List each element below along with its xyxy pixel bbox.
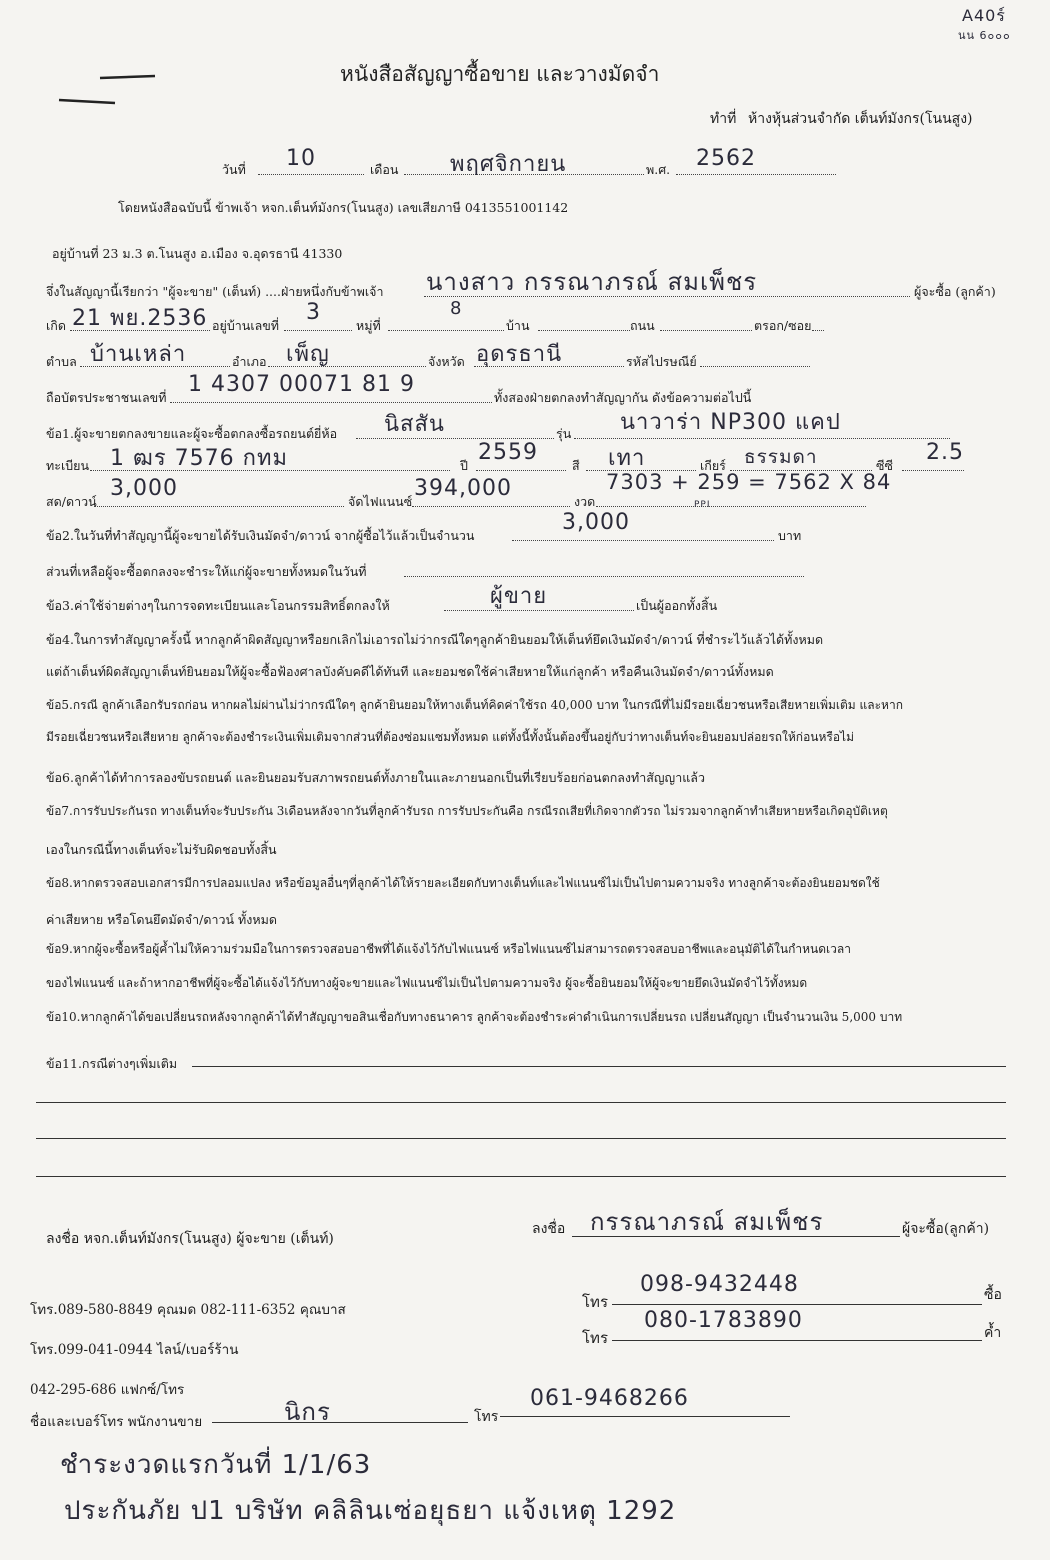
birth-label: เกิด [46,318,66,333]
staff-name: นิกร [284,1398,331,1426]
month-label: เดือน [370,162,399,177]
seller-signature: ลงชื่อ หจก.เต็นท์มังกร(โนนสูง) ผู้จะขาย (เต็นท์) [46,1231,334,1247]
guarantor-tel-label: โทร [582,1329,609,1347]
place-value: ห้างหุ้นส่วนจำกัด เต็นท์มังกร(โนนสูง) [748,111,973,127]
year-label: พ.ศ. [646,162,671,177]
car-gear: ธรรมดา [744,446,818,468]
id-label: ถือบัตรประชาชนเลขที่ [46,390,167,405]
tambon-value: บ้านเหล่า [90,342,187,367]
car-cc: 2.5 [926,440,964,465]
clause3-value: ผู้ขาย [490,584,548,609]
house-value: 3 [306,300,321,325]
place-label: ทำที่ [710,111,737,127]
clause6-text: ข้อ6.ลูกค้าได้ทำการลองขับรถยนต์ และยินยอมรับสภาพรถยนต์ทั้งภายในและภายนอกเป็นที่เรียบร้อยก่อนตกลงทำสัญญาแล้ว [46,770,705,785]
finance-value: 394,000 [414,476,512,501]
clause2-text: ข้อ2.ในวันที่ทำสัญญานี้ผู้จะขายได้รับเงินมัดจำ/ดาวน์ จากผู้ซื้อไว้แล้วเป็นจำนวน [46,528,475,543]
day-label: วันที่ [222,162,246,177]
color-label: สี [572,458,580,473]
clause11-text: ข้อ11.กรณีต่างๆเพิ่มเติม [46,1056,178,1071]
pen-stroke-icon [55,70,165,110]
clause10-text: ข้อ10.หากลูกค้าได้ขอเปลี่ยนรถหลังจากลูกค้าได้ทำสัญญาขอสินเชื่อกับทางธนาคาร ลูกค้าจะต้องชำระค่าดำเนินการเปลี่ยนรถ เปลี่ยนสัญญา เป็นจำนวนเงิน 5,000 บาท [46,1010,903,1024]
id-suffix: ทั้งสองฝ่ายตกลงทำสัญญากัน ดังข้อความต่อไปนี้ [494,390,752,405]
day-value: 10 [286,146,316,171]
guarantor-tel-tag: ค้ำ [984,1325,1002,1341]
staff-label: ชื่อและเบอร์โทร พนักงานขาย [30,1414,203,1430]
page-title: หนังสือสัญญาซื้อขาย และวางมัดจำ [340,62,660,86]
clause5b-text: มีรอยเฉี่ยวชนหรือเสียหาย ลูกค้าจะต้องชำระเงินเพิ่มเติมจากส่วนที่ต้องซ่อมแซมทั้งหมด แต่ทั้งนี้ทั้งนั้นต้องขึ้นอยู่กับว่าทางเต็นท์จะยินยอมปล่อยรถให้ก่อนหรือไม่ [46,730,854,744]
staff-tel: 061-9468266 [530,1386,689,1411]
contact-line-2: โทร.099-041-0944 ไลน์/เบอร์ร้าน [30,1342,239,1358]
buyer-name: นางสาว กรรณาภรณ์ สมเพ็ชร [426,268,758,296]
month-value: พฤศจิกายน [450,152,567,177]
village-label: บ้าน [506,318,530,333]
clause5a-text: ข้อ5.กรณี ลูกค้าเลือกรับรถก่อน หากผลไม่ผ่านไม่ว่ากรณีใดๆ ลูกค้ายินยอมให้ทางเต็นท์คิดค่าใช้รถ 40,000 บาท ในกรณีที่ไม่มีรอยเฉี่ยวชนหรือเสียหายเพิ่มเติม และหาก [46,698,903,712]
plate-label: ทะเบียน [46,458,90,473]
zip-label: รหัสไปรษณีย์ [626,354,697,369]
corner-note-1: A40ร์ [962,6,1006,25]
clause4b-text: แต่ถ้าเต็นท์ผิดสัญญาเต็นท์ยินยอมให้ผู้จะซื้อฟ้องศาลบังคับคดีได้ทันที และยอมชดใช้ค่าเสียหายให้แก่ลูกค้า หรือคืนเงินมัดจำ/ดาวน์ทั้งหมด [46,664,774,679]
contact-line-3: 042-295-686 แฟกซ์/โทร [30,1382,185,1398]
car-plate: 1 ฒร 7576 กทม [110,446,288,471]
gear-label: เกียร์ [700,458,726,473]
car-year: 2559 [478,440,538,465]
install-value: 7303 + 259 = 7562 X 84 [606,470,892,494]
id-value: 1 4307 00071 81 9 [188,372,415,397]
buyer-tel-label: โทร [582,1293,609,1311]
province-value: อุดรธานี [476,342,563,367]
clause9a-text: ข้อ9.หากผู้จะซื้อหรือผู้ค้ำไม่ให้ความร่วมมือในการตรวจสอบอาชีพที่ได้แจ้งไว้กับไฟแนนซ์ หรือไฟแนนซ์ไม่สามารถตรวจสอบอาชีพและอนุมัติได้ในกำหนดเวลา [46,942,851,956]
model-label: รุ่น [556,426,572,441]
buyer-sign-suffix: ผู้จะซื้อ(ลูกค้า) [902,1221,990,1237]
install-label: งวด [574,494,596,509]
car-model: นาวาร่า NP300 แคป [620,410,841,435]
down-label: สด/ดาวน์ [46,494,97,509]
clause3-suffix: เป็นผู้ออกทั้งสิ้น [636,598,718,613]
buyer-tel-tag: ซื้อ [984,1287,1002,1303]
cc-label: ซีซี [876,458,893,473]
car-brand: นิสสัน [384,412,445,437]
buyer-tel: 098-9432448 [640,1272,799,1297]
finance-label: จัดไฟแนนซ์ [348,494,413,509]
tambon-label: ตำบล [46,354,77,369]
house-label: อยู่บ้านเลขที่ [212,318,280,333]
moo-value: 8 [450,298,463,319]
amphoe-label: อำเภอ [232,354,267,369]
birth-value: 21 พย.2536 [72,306,208,331]
buyer-sign-label: ลงชื่อ [532,1221,566,1237]
province-label: จังหวัด [428,354,465,369]
clause4a-text: ข้อ4.ในการทำสัญญาครั้งนี้ หากลูกค้าผิดสัญญาหรือยกเลิกไม่เอารถไม่ว่ากรณีใดๆลูกค้ายินยอมให้เต็นท์ยึดเงินมัดจำ/ดาวน์ ที่ชำระไว้แล้วได้ทั้งหมด [46,632,824,647]
road-label: ถนน [630,318,655,333]
clause2b-text: ส่วนที่เหลือผู้จะซื้อตกลงจะชำระให้แก่ผู้จะขายทั้งหมดในวันที่ [46,564,367,579]
clause8b-text: ค่าเสียหาย หรือโดนยึดมัดจำ/ดาวน์ ทั้งหมด [46,912,277,927]
guarantor-tel: 080-1783890 [644,1308,803,1333]
year-value: 2562 [696,146,756,171]
buyer-prefix: จึ่งในสัญญานี้เรียกว่า "ผู้จะขาย" (เต็นท์) ....ฝ่ายหนึ่งกับข้าพเจ้า [46,284,384,299]
clause1-label: ข้อ1.ผู้จะขายตกลงขายและผู้จะซื้อตกลงซื้อรถยนต์ยี่ห้อ [46,426,338,441]
intro-line: โดยหนังสือฉบับนี้ ข้าพเจ้า หจก.เต็นท์มังกร(โนนสูง) เลขเสียภาษี 0413551001142 [118,200,569,215]
clause7a-text: ข้อ7.การรับประกันรถ ทางเต็นท์จะรับประกัน 3เดือนหลังจากวันที่ลูกค้ารับรถ การรับประกันคือ กรณีรถเสียที่เกิดจากตัวรถ ไม่รวมจากลูกค้าทำเสียหายหรือเกิดอุบัติเหตุ [46,804,888,818]
staff-tel-label: โทร [474,1409,499,1425]
car-color: เทา [608,446,646,471]
clause2-unit: บาท [778,528,802,543]
buyer-signature: กรรณาภรณ์ สมเพ็ชร [590,1208,824,1236]
note-first-payment: ชำระงวดแรกวันที่ 1/1/63 [60,1450,372,1480]
clause3-text: ข้อ3.ค่าใช้จ่ายต่างๆในการจดทะเบียนและโอนกรรมสิทธิ์ตกลงให้ [46,598,390,613]
corner-note-2: นน 6๐๐๐ [958,29,1011,42]
buyer-suffix: ผู้จะซื้อ (ลูกค้า) [914,284,996,299]
note-insurance: ประกันภัย ป1 บริษัท คลิลินเซ่อยุธยา แจ้งเหตุ 1292 [64,1496,677,1526]
address-line: อยู่บ้านที่ 23 ม.3 ต.โนนสูง อ.เมือง จ.อุดรธานี 41330 [52,246,343,261]
clause2-amount: 3,000 [562,510,630,535]
down-value: 3,000 [110,476,178,501]
moo-label: หมู่ที่ [356,318,381,333]
alley-label: ตรอก/ซอย [754,318,812,333]
install-note: PPI [694,500,711,510]
clause9b-text: ของไฟแนนซ์ และถ้าหากอาชีพที่ผู้จะซื้อได้แจ้งไว้กับทางผู้จะขายและไฟแนนซ์ไม่เป็นไปตามความจริง ผู้จะซื้อยินยอมให้ผู้จะขายยึดเงินมัดจำไว้ทั้งหมด [46,976,808,990]
car-year-label: ปี [460,458,468,473]
contact-line-1: โทร.089-580-8849 คุณมด 082-111-6352 คุณบาส [30,1302,346,1318]
amphoe-value: เพ็ญ [286,342,330,367]
clause8a-text: ข้อ8.หากตรวจสอบเอกสารมีการปลอมแปลง หรือข้อมูลอื่นๆที่ลูกค้าได้ให้รายละเอียดกับทางเต็นท์และไฟแนนซ์ไม่เป็นไปตามความจริง ทางลูกค้าจะต้องยินยอมชดใช้ [46,876,880,890]
clause7b-text: เองในกรณีนี้ทางเต็นท์จะไม่รับผิดชอบทั้งสิ้น [46,842,277,857]
